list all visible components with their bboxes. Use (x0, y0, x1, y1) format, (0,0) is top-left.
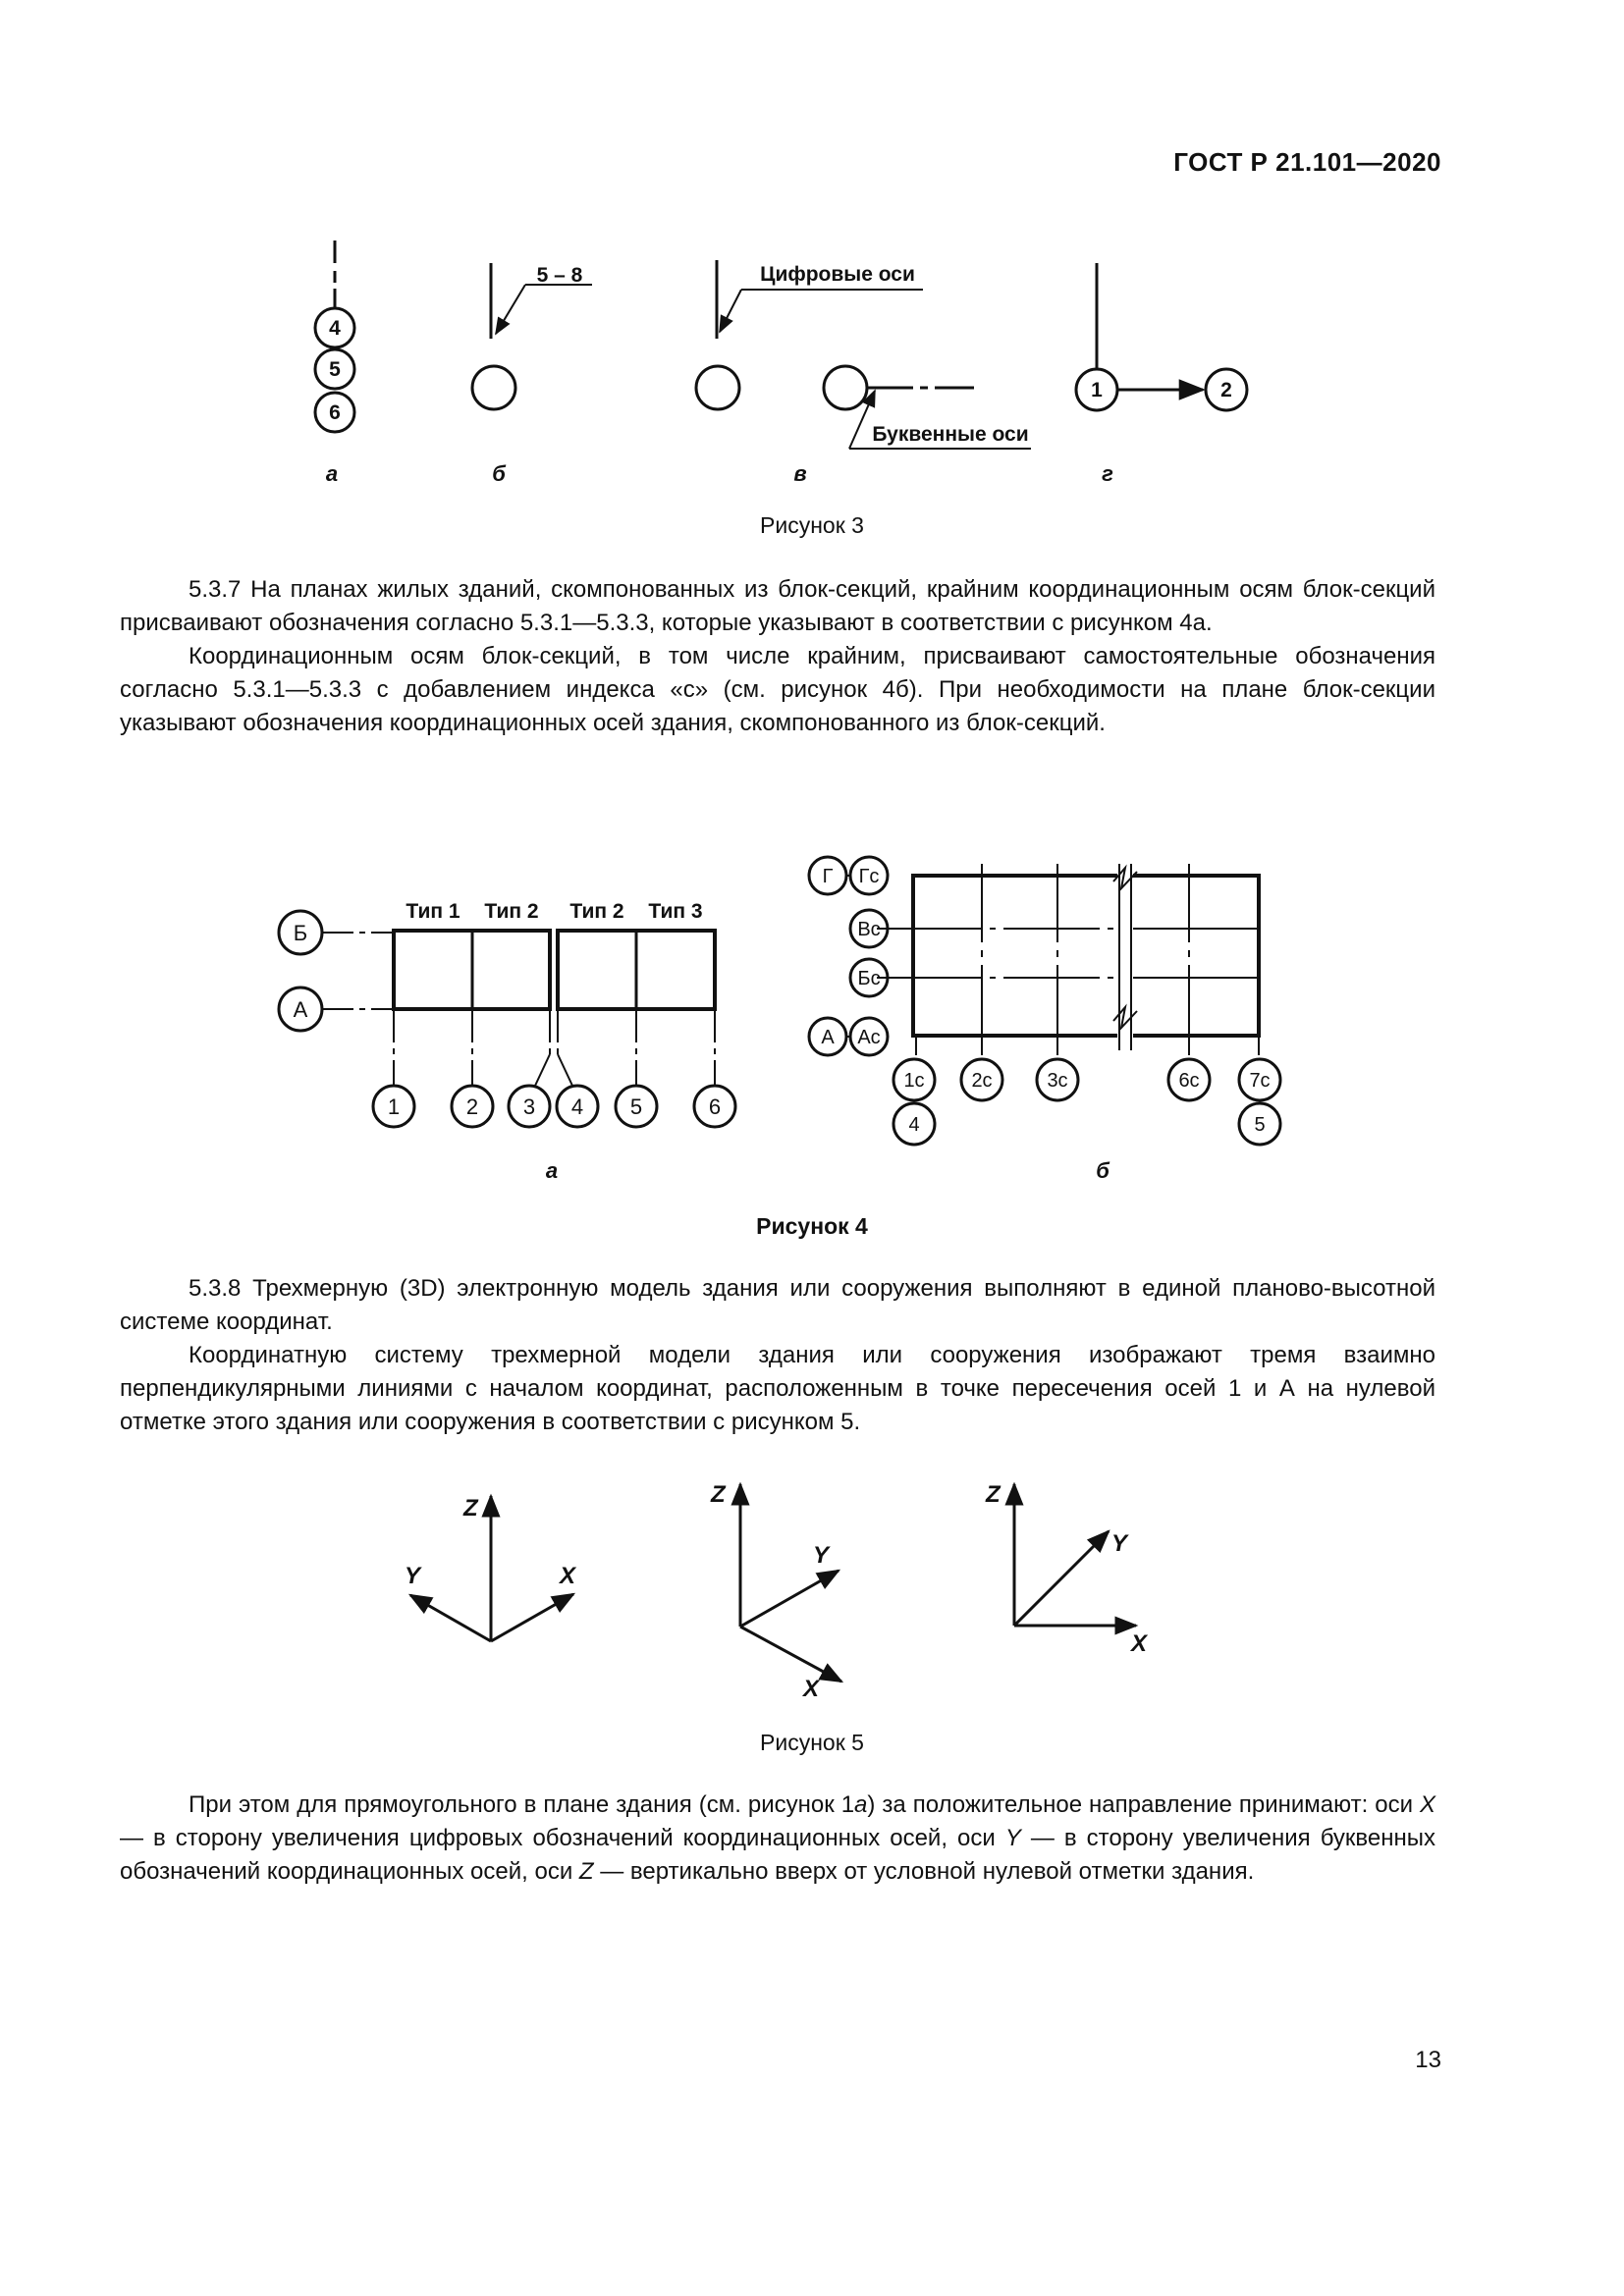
fig3-digit-axes-label: Цифровые оси (760, 263, 915, 286)
fig4b-section-axis: 7с (1249, 1070, 1271, 1092)
fig4a-col-axis: 5 (629, 1095, 643, 1119)
text-run: ) за положительное направление принимают: оси (867, 1791, 1420, 1818)
fig4b-section-axis: 2с (971, 1070, 993, 1092)
fig3-sublabel-b: б (492, 461, 506, 486)
fig4b-building-axis: 4 (908, 1114, 920, 1136)
paragraph-axes-direction (120, 1789, 1435, 1889)
figure-3-caption: Рисунок 3 (760, 512, 864, 538)
fig4a-row-axis: Б (293, 921, 308, 945)
fig3-a-marker: 5 (329, 358, 341, 381)
paragraph-text (120, 1789, 1435, 1889)
paragraph-5-3-8 (120, 1272, 1435, 1439)
paragraph-text: Координатную систему трехмерной модели здания или сооружения изображают тремя взаимно перпендикулярными линиями с началом координат, расположенным в точке пересечения осей 1 и А на нулевой отметке этого здания или сооружения в соответствии с рисунком 5. (120, 1342, 1435, 1435)
fig5-2-x-label: X (803, 1676, 820, 1702)
fig4a-col-axis: 6 (708, 1095, 722, 1119)
fig5-3-x-label: X (1131, 1630, 1148, 1657)
fig5-2-y-label: Y (813, 1542, 830, 1569)
paragraph-text: Координационным осям блок-секций, в том числе крайним, присваивают самостоятельные обозначения согласно 5.3.1—5.3.3 с добавлением индекса «с» (см. рисунок 4б). При необходимости на плане блок-секции указывают обозначения координационных осей здания, скомпонованного из блок-секций. (120, 643, 1435, 736)
axis-y-symbol: Y (1004, 1825, 1021, 1851)
fig4a-col-axis: 4 (570, 1095, 584, 1119)
fig5-1-y-label: Y (405, 1563, 421, 1589)
fig4b-section-axis: Ас (857, 1027, 881, 1048)
fig4a-type-label: Тип 2 (569, 900, 624, 923)
fig3-a-marker: 6 (329, 401, 341, 424)
document-id: ГОСТ Р 21.101—2020 (1173, 147, 1441, 177)
axis-x-symbol: X (1419, 1791, 1435, 1818)
figure-3 (0, 236, 1624, 501)
fig4a-type-label: Тип 3 (648, 900, 703, 923)
fig4b-building-axis: А (821, 1027, 835, 1048)
fig5-1-x-label: X (560, 1563, 576, 1589)
fig3-b-range: 5 – 8 (536, 264, 583, 287)
fig4b-section-axis: 1с (903, 1070, 925, 1092)
figure-4-caption: Рисунок 4 (756, 1213, 868, 1239)
paragraph-5-3-7 (120, 573, 1435, 740)
fig4b-section-axis: 3с (1047, 1070, 1068, 1092)
fig4b-building-axis: Г (822, 866, 834, 887)
fig3-letter-axes-label: Буквенные оси (872, 423, 1029, 446)
figure-4 (0, 844, 1624, 1198)
fig4a-type-label: Тип 1 (406, 900, 460, 923)
fig3-sublabel-a: а (325, 461, 339, 486)
page-number: 13 (1415, 2047, 1441, 2073)
paragraph-text: 5.3.8 Трехмерную (3D) электронную модель здания или сооружения выполняют в единой планово-высотной системе координат. (120, 1275, 1435, 1335)
fig4-sublabel-a: а (545, 1158, 559, 1183)
fig4b-building-axis: 5 (1254, 1114, 1266, 1136)
text-run: — в сторону увеличения буквенных обозначений координационных осей, оси (120, 1825, 1435, 1885)
fig5-2-z-label: Z (711, 1481, 726, 1508)
figure-5 (0, 1472, 1624, 1708)
fig4b-section-axis: Вс (857, 919, 881, 940)
fig3-g-to: 2 (1220, 379, 1232, 401)
fig4b-section-axis: 6с (1178, 1070, 1200, 1092)
text-italic: а (854, 1791, 868, 1818)
fig3-a-marker: 4 (329, 317, 341, 340)
text-run: При этом для прямоугольного в плане здания (см. рисунок 1 (189, 1791, 855, 1818)
axis-z-symbol: Z (578, 1858, 594, 1885)
text-run: — в сторону увеличения цифровых обозначений координационных осей, оси (120, 1825, 1005, 1851)
fig3-g-from: 1 (1091, 379, 1103, 401)
fig4a-col-axis: 1 (387, 1095, 401, 1119)
fig4a-col-axis: 3 (522, 1095, 536, 1119)
fig4a-row-axis: А (293, 997, 308, 1022)
fig5-1-z-label: Z (463, 1495, 478, 1522)
fig4b-section-axis: Гс (858, 866, 880, 887)
fig5-3-z-label: Z (986, 1481, 1001, 1508)
figure-5-caption: Рисунок 5 (760, 1730, 864, 1755)
fig4b-section-axis: Бс (857, 968, 881, 989)
text-run: — вертикально вверх от условной нулевой отметки здания. (593, 1858, 1255, 1885)
fig3-sublabel-g: г (1102, 461, 1113, 486)
fig4a-type-label: Тип 2 (484, 900, 539, 923)
paragraph-text: 5.3.7 На планах жилых зданий, скомпонованных из блок-секций, крайним координационным осям блок-секций присваивают обозначения согласно 5.3.1—5.3.3, которые указывают в соответствии с рисунком 4а. (120, 576, 1435, 636)
fig4a-col-axis: 2 (465, 1095, 479, 1119)
fig4-sublabel-b: б (1096, 1158, 1110, 1183)
fig5-3-y-label: Y (1111, 1530, 1128, 1557)
fig3-sublabel-v: в (793, 461, 807, 486)
